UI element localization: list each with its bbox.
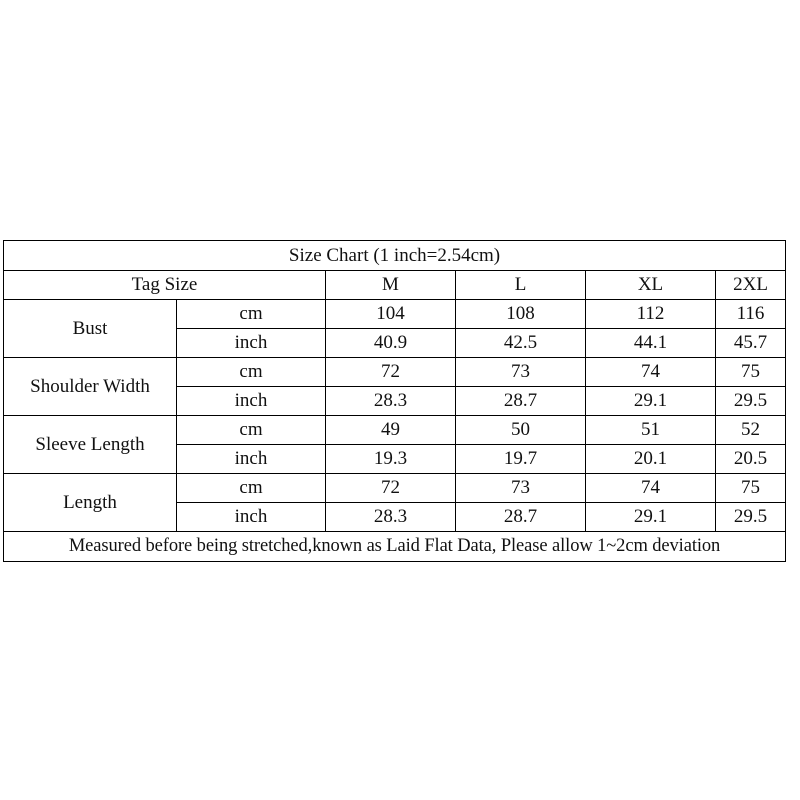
unit-label: cm	[177, 300, 326, 329]
table-cell: 40.9	[326, 329, 456, 358]
table-cell: 74	[586, 474, 716, 503]
header-row	[4, 271, 786, 300]
unit-label: inch	[177, 387, 326, 416]
table-row	[4, 474, 786, 503]
table-cell: 73	[456, 358, 586, 387]
table-cell: 72	[326, 474, 456, 503]
table-row	[4, 300, 786, 329]
table-cell: 49	[326, 416, 456, 445]
table-cell: 108	[456, 300, 586, 329]
size-header-m: M	[326, 271, 456, 300]
table-cell: 104	[326, 300, 456, 329]
table-row	[4, 416, 786, 445]
measurement-label-length: Length	[4, 474, 177, 532]
table-cell: 20.1	[586, 445, 716, 474]
measurement-label-bust: Bust	[4, 300, 177, 358]
table-cell: 28.3	[326, 387, 456, 416]
size-header-xl: XL	[586, 271, 716, 300]
size-chart-table	[3, 240, 786, 562]
table-cell: 29.1	[586, 503, 716, 532]
title-row	[4, 241, 786, 271]
table-cell: 28.7	[456, 503, 586, 532]
table-cell: 74	[586, 358, 716, 387]
table-cell: 72	[326, 358, 456, 387]
table-row	[4, 358, 786, 387]
size-header-l: L	[456, 271, 586, 300]
table-cell: 52	[716, 416, 786, 445]
table-cell: 50	[456, 416, 586, 445]
table-cell: 29.1	[586, 387, 716, 416]
table-cell: 20.5	[716, 445, 786, 474]
unit-label: cm	[177, 474, 326, 503]
unit-label: cm	[177, 416, 326, 445]
table-cell: 28.3	[326, 503, 456, 532]
tag-size-label: Tag Size	[4, 271, 326, 300]
table-cell: 42.5	[456, 329, 586, 358]
unit-label: inch	[177, 445, 326, 474]
chart-title: Size Chart (1 inch=2.54cm)	[4, 241, 786, 271]
unit-label: inch	[177, 503, 326, 532]
measurement-note: Measured before being stretched,known as Laid Flat Data, Please allow 1~2cm deviation	[4, 532, 786, 562]
table-cell: 73	[456, 474, 586, 503]
table-cell: 29.5	[716, 387, 786, 416]
unit-label: cm	[177, 358, 326, 387]
table-cell: 51	[586, 416, 716, 445]
table-cell: 19.3	[326, 445, 456, 474]
table-cell: 28.7	[456, 387, 586, 416]
table-cell: 45.7	[716, 329, 786, 358]
table-cell: 116	[716, 300, 786, 329]
table-cell: 75	[716, 474, 786, 503]
table-cell: 29.5	[716, 503, 786, 532]
note-row	[4, 532, 786, 562]
table-cell: 112	[586, 300, 716, 329]
unit-label: inch	[177, 329, 326, 358]
measurement-label-shoulder-width: Shoulder Width	[4, 358, 177, 416]
table-cell: 19.7	[456, 445, 586, 474]
measurement-label-sleeve-length: Sleeve Length	[4, 416, 177, 474]
table-cell: 44.1	[586, 329, 716, 358]
size-header-2xl: 2XL	[716, 271, 786, 300]
table-cell: 75	[716, 358, 786, 387]
